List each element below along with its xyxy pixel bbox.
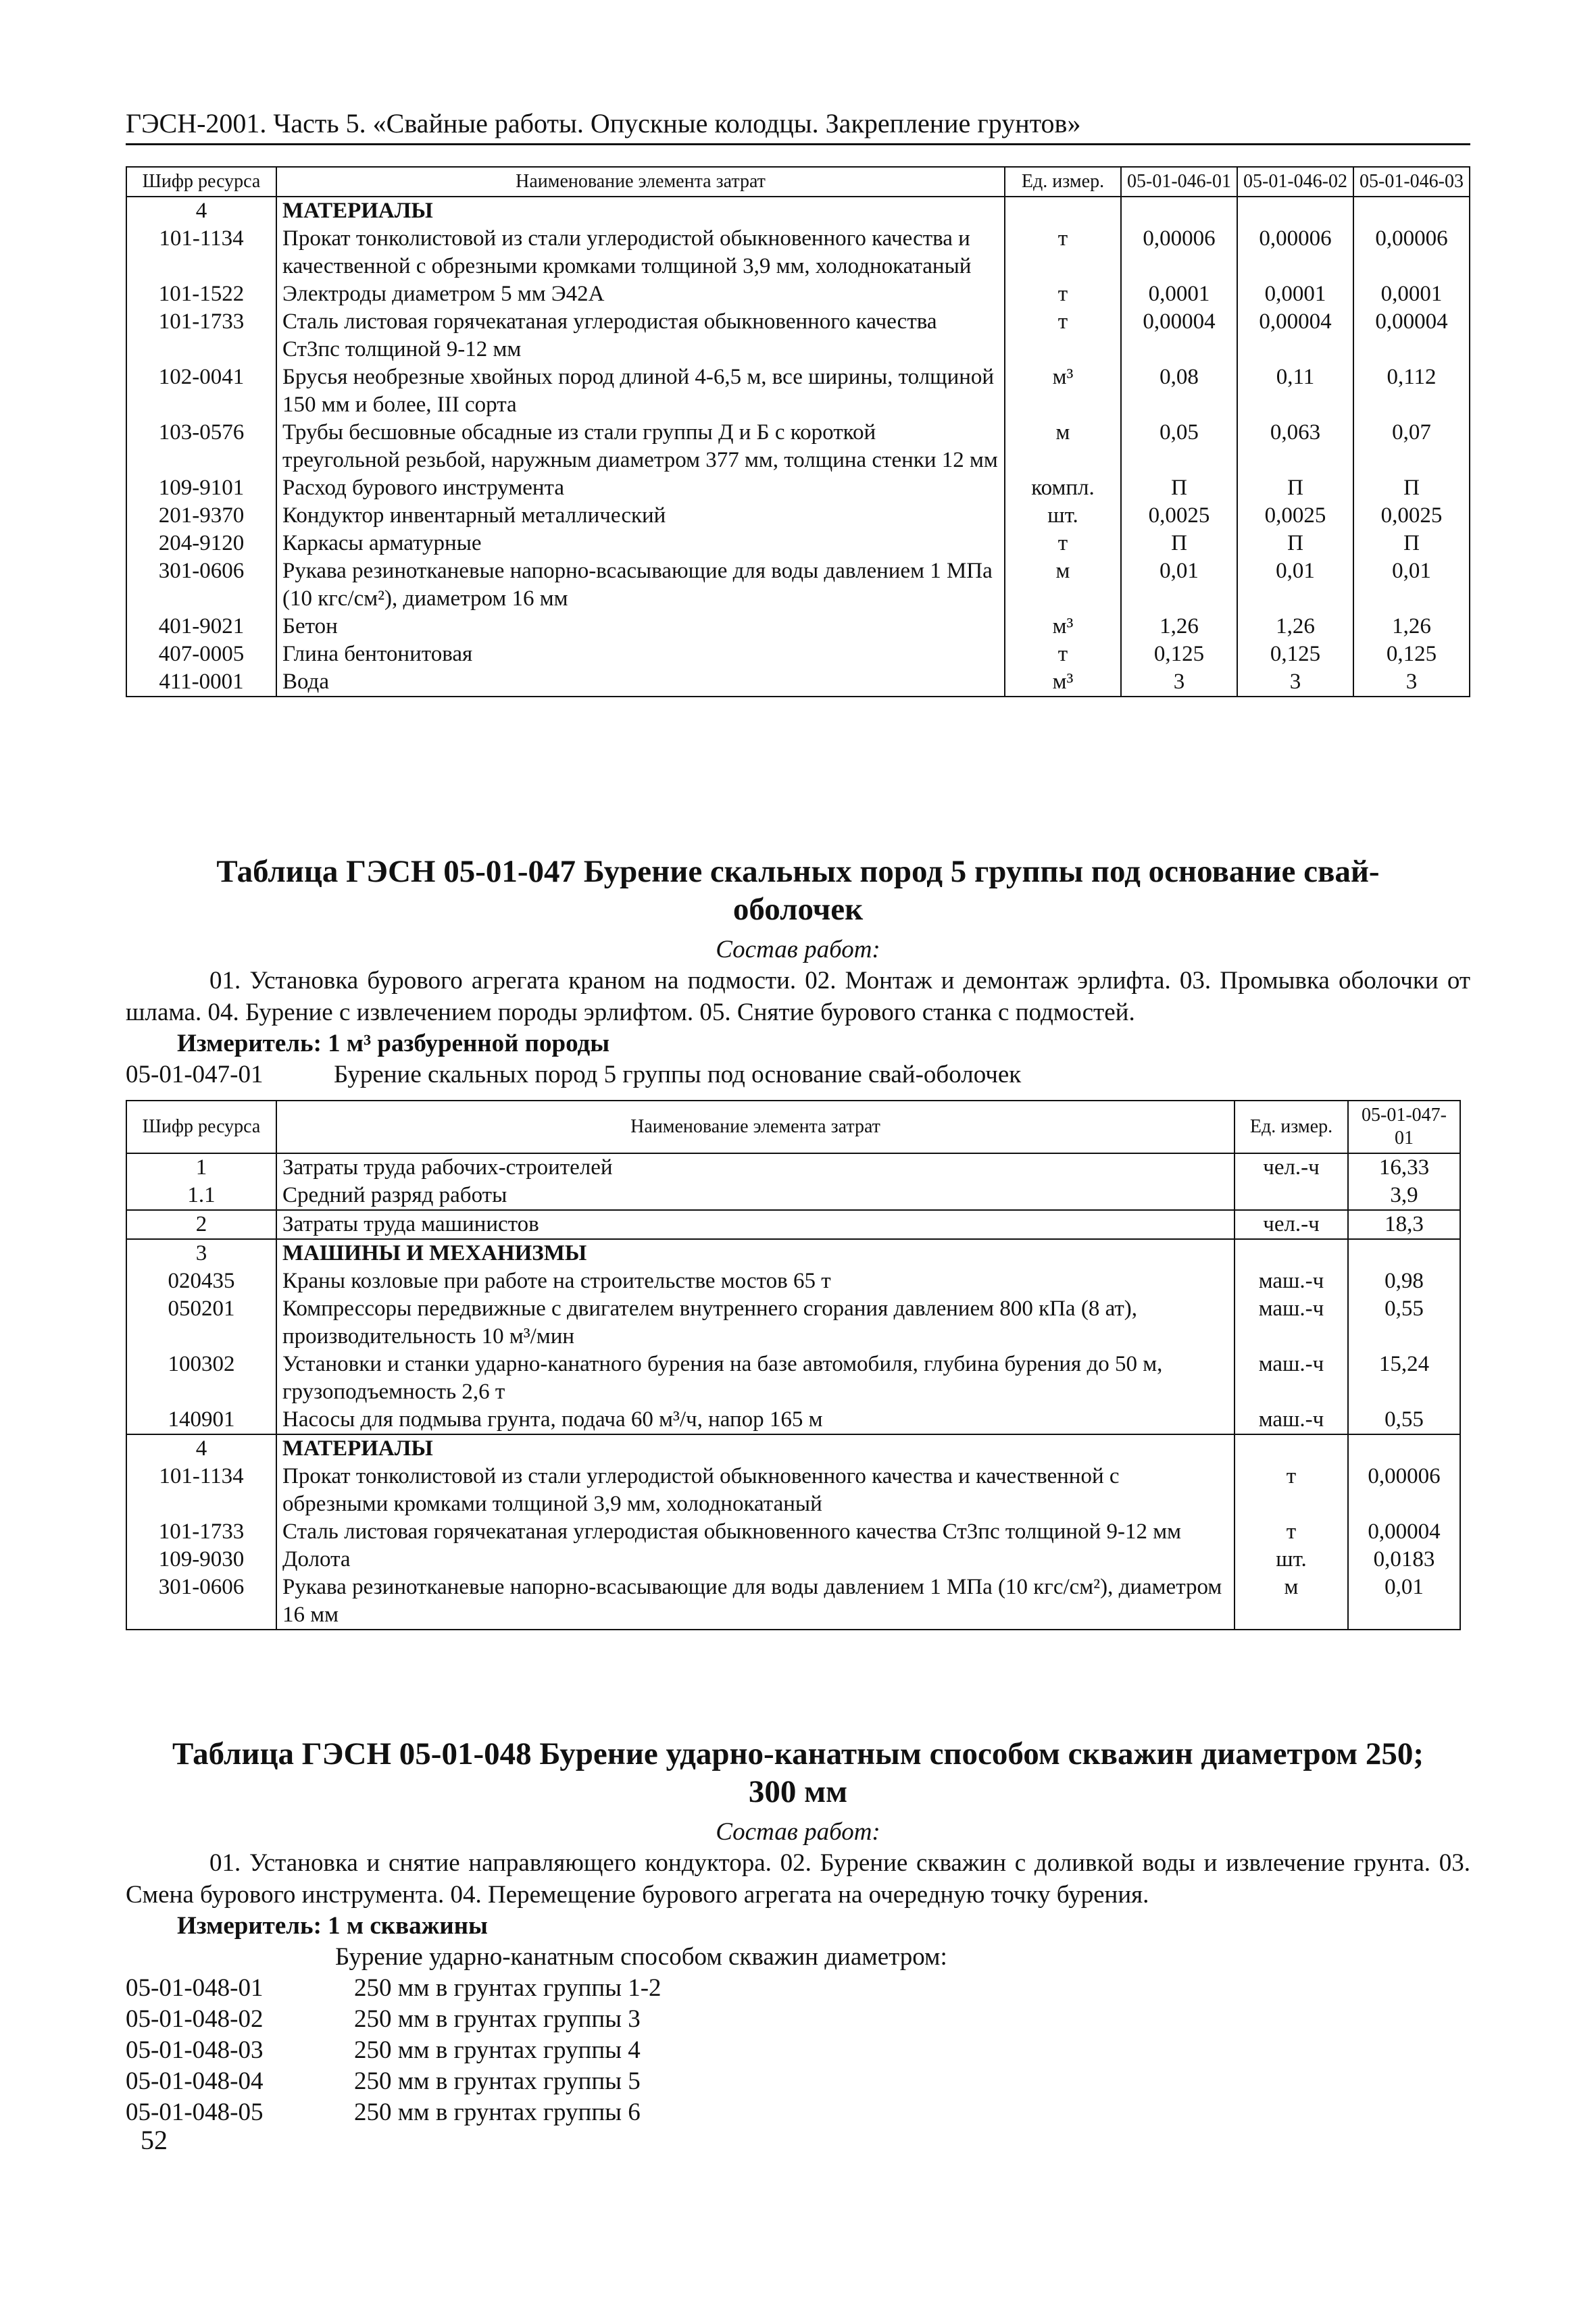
- norm-value-cell: 3: [1237, 668, 1353, 697]
- unit-cell: маш.-ч: [1235, 1351, 1348, 1406]
- norm-value-cell: 0,112: [1353, 363, 1470, 419]
- unit-cell: м: [1005, 419, 1121, 474]
- norm-description: 250 мм в грунтах группы 6: [354, 2098, 641, 2126]
- norm-value-cell: 1,26: [1353, 613, 1470, 640]
- table-header-row: [126, 167, 1470, 197]
- norm-code-row: [126, 2097, 641, 2128]
- resource-code-cell: 100302: [126, 1351, 276, 1406]
- table-row: [126, 1295, 1460, 1351]
- norm-value-cell: 0,125: [1237, 640, 1353, 668]
- unit-cell: т: [1005, 280, 1121, 308]
- resource-code-cell: 140901: [126, 1406, 276, 1434]
- header-norm-code: 05-01-046-01: [1121, 167, 1237, 197]
- unit-cell: [1235, 1182, 1348, 1210]
- resource-code-cell: 3: [126, 1239, 276, 1267]
- norm-value-cell: 0,125: [1353, 640, 1470, 668]
- section-row: [126, 1434, 1460, 1463]
- unit-cell: чел.-ч: [1235, 1210, 1348, 1239]
- resource-code-cell: 103-0576: [126, 419, 276, 474]
- norm-value-cell: 0,0025: [1237, 502, 1353, 530]
- norm-value-cell: 0,00004: [1121, 308, 1237, 363]
- norm-code: 05-01-048-01: [126, 1974, 264, 2002]
- norm-value-cell: 0,07: [1353, 419, 1470, 474]
- norm-value-cell: П: [1237, 530, 1353, 557]
- norm-value-cell: 1,26: [1237, 613, 1353, 640]
- cost-element-name-cell: Каркасы арматурные: [276, 530, 1005, 557]
- cost-element-name-cell: Компрессоры передвижные с двигателем внутреннего сгорания давлением 800 кПа (8 ат), производительность 10 м³/мин: [276, 1295, 1235, 1351]
- cost-element-name-cell: Рукава резинотканевые напорно-всасывающие для воды давлением 1 МПа (10 кгс/см²), диаметром 16 мм: [276, 557, 1005, 613]
- norm-value-cell: 0,55: [1348, 1295, 1460, 1351]
- table-row: [126, 613, 1470, 640]
- cost-element-name-cell: Затраты труда рабочих-строителей: [276, 1153, 1235, 1182]
- resource-code-cell: 4: [126, 197, 276, 225]
- norm-value-cell: 0,08: [1121, 363, 1237, 419]
- resource-code-cell: 1: [126, 1153, 276, 1182]
- norm-value-cell: 0,00006: [1353, 225, 1470, 280]
- unit-cell: м: [1235, 1574, 1348, 1630]
- table-title-048: [126, 1735, 1470, 1811]
- norm-value-cell: П: [1121, 530, 1237, 557]
- table-title-047: [126, 853, 1470, 928]
- cost-element-name-cell: МАШИНЫ И МЕХАНИЗМЫ: [276, 1239, 1235, 1267]
- table-title-line: Таблица ГЭСН 05-01-048 Бурение ударно-канатным способом скважин диаметром 250;: [172, 1736, 1424, 1771]
- norm-value-cell: 16,33: [1348, 1153, 1460, 1182]
- norm-value-cell: 0,01: [1237, 557, 1353, 613]
- table-row: [126, 280, 1470, 308]
- table-row: [126, 308, 1470, 363]
- cost-element-name-cell: МАТЕРИАЛЫ: [276, 197, 1005, 225]
- table-body: [126, 197, 1470, 697]
- norm-value-cell: 0,063: [1237, 419, 1353, 474]
- norm-value-cell: [1348, 1239, 1460, 1267]
- resource-code-cell: 101-1134: [126, 225, 276, 280]
- resource-table-047: [126, 1100, 1461, 1630]
- norm-value-cell: 3: [1353, 668, 1470, 697]
- header-cost-element-name: Наименование элемента затрат: [276, 1101, 1235, 1153]
- cost-element-name-cell: Установки и станки ударно-канатного бурения на базе автомобиля, глубина бурения до 50 м, грузоподъемность 2,6 т: [276, 1351, 1235, 1406]
- unit-of-measure: Измеритель: 1 м скважины: [177, 1912, 488, 1940]
- header-norm-code: 05-01-047-01: [1348, 1101, 1460, 1153]
- norm-value-cell: 0,00004: [1348, 1518, 1460, 1546]
- norm-value-cell: 0,01: [1121, 557, 1237, 613]
- header-norm-code: 05-01-046-03: [1353, 167, 1470, 197]
- table-row: [126, 1406, 1460, 1434]
- resource-code-cell: 204-9120: [126, 530, 276, 557]
- unit-cell: м³: [1005, 613, 1121, 640]
- resource-code-cell: 101-1733: [126, 1518, 276, 1546]
- norm-code-row: [126, 2066, 641, 2097]
- norm-value-cell: 0,0001: [1353, 280, 1470, 308]
- header-unit: Ед. измер.: [1235, 1101, 1348, 1153]
- unit-cell: чел.-ч: [1235, 1153, 1348, 1182]
- resource-code-cell: 301-0606: [126, 1574, 276, 1630]
- table-row: [126, 1546, 1460, 1574]
- table-row: [126, 557, 1470, 613]
- page-number: 52: [141, 2125, 168, 2155]
- table-row: [126, 668, 1470, 697]
- resource-code-cell: 407-0005: [126, 640, 276, 668]
- resource-code-cell: 109-9101: [126, 474, 276, 502]
- norm-code-row: [126, 1973, 662, 2004]
- norm-code-row: [126, 1059, 1021, 1090]
- cost-element-name-cell: Прокат тонколистовой из стали углеродистой обыкновенного качества и качественной с обрезными кромками толщиной 3,9 мм, холоднокатаный: [276, 1463, 1235, 1518]
- section-row: [126, 1239, 1460, 1267]
- cost-element-name-cell: Долота: [276, 1546, 1235, 1574]
- norm-value-cell: 15,24: [1348, 1351, 1460, 1406]
- header-norm-code: 05-01-046-02: [1237, 167, 1353, 197]
- table-row: [126, 419, 1470, 474]
- unit-cell: т: [1235, 1518, 1348, 1546]
- unit-cell: т: [1005, 530, 1121, 557]
- resource-code-cell: 2: [126, 1210, 276, 1239]
- norm-value-cell: 0,0183: [1348, 1546, 1460, 1574]
- norm-description: 250 мм в грунтах группы 5: [354, 2067, 641, 2095]
- unit-cell: т: [1005, 225, 1121, 280]
- resource-code-cell: 109-9030: [126, 1546, 276, 1574]
- composition-label: Состав работ:: [716, 1818, 880, 1846]
- norm-value-cell: П: [1121, 474, 1237, 502]
- norm-value-cell: [1121, 197, 1237, 225]
- norm-description: 250 мм в грунтах группы 1-2: [354, 1974, 662, 2002]
- resource-code-cell: 401-9021: [126, 613, 276, 640]
- norm-value-cell: 0,125: [1121, 640, 1237, 668]
- norm-value-cell: 0,00004: [1353, 308, 1470, 363]
- norm-value-cell: П: [1353, 474, 1470, 502]
- unit-cell: маш.-ч: [1235, 1406, 1348, 1434]
- norm-code-row: [126, 2004, 641, 2035]
- norm-code: 05-01-048-02: [126, 2005, 264, 2033]
- norm-value-cell: 18,3: [1348, 1210, 1460, 1239]
- unit-cell: т: [1005, 640, 1121, 668]
- cost-element-name-cell: Глина бентонитовая: [276, 640, 1005, 668]
- cost-element-name-cell: Трубы бесшовные обсадные из стали группы Д и Б с короткой треугольной резьбой, наружным диаметром 377 мм, толщина стенки 12 мм: [276, 419, 1005, 474]
- norm-value-cell: 0,00006: [1237, 225, 1353, 280]
- table-row: [126, 1182, 1460, 1210]
- unit-cell: компл.: [1005, 474, 1121, 502]
- header-resource-code: Шифр ресурса: [126, 1101, 276, 1153]
- norm-value-cell: П: [1237, 474, 1353, 502]
- unit-cell: маш.-ч: [1235, 1295, 1348, 1351]
- norm-value-cell: 0,05: [1121, 419, 1237, 474]
- norm-group-intro: Бурение ударно-канатным способом скважин диаметром:: [335, 1943, 947, 1971]
- norm-code: 05-01-048-04: [126, 2067, 264, 2095]
- cost-element-name-cell: МАТЕРИАЛЫ: [276, 1434, 1235, 1463]
- table-row: [126, 474, 1470, 502]
- norm-value-cell: 0,0001: [1237, 280, 1353, 308]
- unit-cell: [1235, 1239, 1348, 1267]
- table-row: [126, 502, 1470, 530]
- table-title-line: 300 мм: [748, 1774, 848, 1809]
- norm-value-cell: 0,0025: [1353, 502, 1470, 530]
- cost-element-name-cell: Расход бурового инструмента: [276, 474, 1005, 502]
- header-unit: Ед. измер.: [1005, 167, 1121, 197]
- norm-value-cell: [1353, 197, 1470, 225]
- norm-value-cell: 0,00004: [1237, 308, 1353, 363]
- table-title-line: оболочек: [732, 892, 864, 927]
- norm-description: 250 мм в грунтах группы 3: [354, 2005, 641, 2033]
- norm-value-cell: 0,98: [1348, 1267, 1460, 1295]
- resource-code-cell: 102-0041: [126, 363, 276, 419]
- norm-value-cell: [1348, 1434, 1460, 1463]
- norm-value-cell: 0,01: [1353, 557, 1470, 613]
- cost-element-name-cell: Электроды диаметром 5 мм Э42А: [276, 280, 1005, 308]
- table-row: [126, 1267, 1460, 1295]
- norm-code: 05-01-047-01: [126, 1061, 264, 1088]
- norm-code: 05-01-048-05: [126, 2098, 264, 2126]
- norm-value-cell: 0,00006: [1348, 1463, 1460, 1518]
- resource-code-cell: 020435: [126, 1267, 276, 1295]
- norm-value-cell: 0,11: [1237, 363, 1353, 419]
- unit-cell: шт.: [1005, 502, 1121, 530]
- unit-cell: м³: [1005, 363, 1121, 419]
- norm-value-cell: 1,26: [1121, 613, 1237, 640]
- cost-element-name-cell: Кондуктор инвентарный металлический: [276, 502, 1005, 530]
- resource-code-cell: 101-1134: [126, 1463, 276, 1518]
- composition-text: 01. Установка бурового агрегата краном на подмости. 02. Монтаж и демонтаж эрлифта. 03. Промывка оболочки от шлама. 04. Бурение с извлечением породы эрлифтом. 05. Снятие бурового станка с подмостей.: [126, 967, 1470, 1026]
- norm-value-cell: 0,01: [1348, 1574, 1460, 1630]
- table-row: [126, 1210, 1460, 1239]
- unit-cell: маш.-ч: [1235, 1267, 1348, 1295]
- resource-code-cell: 4: [126, 1434, 276, 1463]
- norm-value-cell: 3: [1121, 668, 1237, 697]
- norm-value-cell: П: [1353, 530, 1470, 557]
- header-cost-element-name: Наименование элемента затрат: [276, 167, 1005, 197]
- resource-table-046: [126, 166, 1470, 697]
- table-row: [126, 640, 1470, 668]
- cost-element-name-cell: Прокат тонколистовой из стали углеродистой обыкновенного качества и качественной с обрезными кромками толщиной 3,9 мм, холоднокатаный: [276, 225, 1005, 280]
- resource-code-cell: 101-1522: [126, 280, 276, 308]
- table-row: [126, 1463, 1460, 1518]
- resource-code-cell: 050201: [126, 1295, 276, 1351]
- cost-element-name-cell: Брусья необрезные хвойных пород длиной 4-6,5 м, все ширины, толщиной 150 мм и более, III сорта: [276, 363, 1005, 419]
- norm-code-row: [126, 2035, 641, 2066]
- table-title-line: Таблица ГЭСН 05-01-047 Бурение скальных пород 5 группы под основание свай-: [216, 854, 1380, 889]
- cost-element-name-cell: Затраты труда машинистов: [276, 1210, 1235, 1239]
- unit-cell: м³: [1005, 668, 1121, 697]
- resource-code-cell: 1.1: [126, 1182, 276, 1210]
- cost-element-name-cell: Вода: [276, 668, 1005, 697]
- unit-cell: т: [1235, 1463, 1348, 1518]
- table-body: [126, 1153, 1460, 1630]
- table-row: [126, 1153, 1460, 1182]
- unit-cell: шт.: [1235, 1546, 1348, 1574]
- table-row: [126, 530, 1470, 557]
- cost-element-name-cell: Сталь листовая горячекатаная углеродистая обыкновенного качества Ст3пс толщиной 9-12 мм: [276, 308, 1005, 363]
- table-row: [126, 1574, 1460, 1630]
- table-row: [126, 1518, 1460, 1546]
- norm-value-cell: 0,0025: [1121, 502, 1237, 530]
- unit-cell: [1005, 197, 1121, 225]
- unit-cell: м: [1005, 557, 1121, 613]
- norm-value-cell: [1237, 197, 1353, 225]
- norm-value-cell: 3,9: [1348, 1182, 1460, 1210]
- cost-element-name-cell: Рукава резинотканевые напорно-всасывающие для воды давлением 1 МПа (10 кгс/см²), диаметром 16 мм: [276, 1574, 1235, 1630]
- table-header-row: [126, 1101, 1460, 1153]
- norm-value-cell: 0,00006: [1121, 225, 1237, 280]
- resource-code-cell: 411-0001: [126, 668, 276, 697]
- norm-description: Бурение скальных пород 5 группы под основание свай-оболочек: [334, 1061, 1022, 1088]
- cost-element-name-cell: Средний разряд работы: [276, 1182, 1235, 1210]
- composition-text: 01. Установка и снятие направляющего кондуктора. 02. Бурение скважин с доливкой воды и извлечение грунта. 03. Смена бурового инструмента. 04. Перемещение бурового агрегата на очередную точку бурения.: [126, 1849, 1470, 1909]
- norm-value-cell: 0,55: [1348, 1406, 1460, 1434]
- table-row: [126, 1351, 1460, 1406]
- norm-description: 250 мм в грунтах группы 4: [354, 2036, 641, 2064]
- running-header: ГЭСН-2001. Часть 5. «Свайные работы. Опускные колодцы. Закрепление грунтов»: [126, 107, 1470, 145]
- unit-cell: [1235, 1434, 1348, 1463]
- section-row: [126, 197, 1470, 225]
- norm-value-cell: 0,0001: [1121, 280, 1237, 308]
- cost-element-name-cell: Бетон: [276, 613, 1005, 640]
- cost-element-name-cell: Сталь листовая горячекатаная углеродистая обыкновенного качества Ст3пс толщиной 9-12 мм: [276, 1518, 1235, 1546]
- table-row: [126, 225, 1470, 280]
- table-row: [126, 363, 1470, 419]
- composition-label: Состав работ:: [716, 936, 880, 963]
- cost-element-name-cell: Насосы для подмыва грунта, подача 60 м³/ч, напор 165 м: [276, 1406, 1235, 1434]
- unit-of-measure: Измеритель: 1 м³ разбуренной породы: [177, 1030, 610, 1057]
- resource-code-cell: 301-0606: [126, 557, 276, 613]
- norm-code: 05-01-048-03: [126, 2036, 264, 2064]
- header-resource-code: Шифр ресурса: [126, 167, 276, 197]
- resource-code-cell: 201-9370: [126, 502, 276, 530]
- cost-element-name-cell: Краны козловые при работе на строительстве мостов 65 т: [276, 1267, 1235, 1295]
- resource-code-cell: 101-1733: [126, 308, 276, 363]
- unit-cell: т: [1005, 308, 1121, 363]
